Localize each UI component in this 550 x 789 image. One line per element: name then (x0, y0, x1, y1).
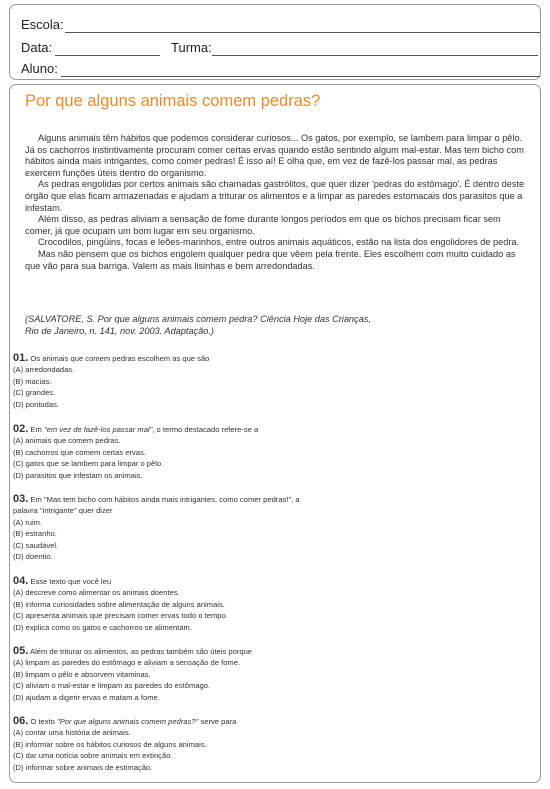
stem-text: , o termo destacado refere-se a (152, 425, 259, 434)
date-field[interactable] (55, 55, 160, 56)
question-06 (13, 716, 533, 773)
option-c[interactable]: (C) gatos que se lambem para limpar o pêlo. (13, 459, 164, 469)
option-d[interactable]: (D) parasitos que infestam os animais. (13, 470, 143, 480)
option-a[interactable]: (A) contar uma história de animais. (13, 728, 131, 738)
question-01 (13, 353, 533, 410)
question-04 (13, 576, 533, 633)
paragraph: Crocodilos, pingüins, focas e leões-marinhos, entre outros animais aquáticos, estão na lista dos engolidores de pedra. (38, 237, 520, 248)
page-title: Por que alguns animais comem pedras? (25, 92, 321, 110)
stem-quote: "Por que alguns animais comem pedras?" (57, 717, 199, 726)
option-a[interactable]: (A) ruim. (13, 517, 43, 527)
option-b[interactable]: (B) limpam o pêlo e absorvem vitaminas. (13, 669, 151, 679)
question-03 (13, 494, 533, 562)
question-stem (30, 717, 236, 726)
question-number: 01. (13, 352, 29, 364)
school-field[interactable] (65, 32, 540, 33)
stem-text: serve para (198, 717, 237, 726)
option-d[interactable]: (D) doentio. (13, 552, 53, 562)
paragraph: As pedras engolidas por certos animais são chamadas gastrólitos, que quer dizer 'pedras do estômago'. É dentro deste órgão que elas ficam armazenadas e ajudam a triturar os alimentos e a limpar as paredes estomacais dos parasitos que a infestam. (25, 179, 525, 213)
question-05 (13, 646, 533, 703)
option-b[interactable]: (B) informar sobre os hábitos curiosos de alguns animais. (13, 739, 207, 749)
question-stem (30, 425, 258, 434)
question-number: 04. (13, 575, 29, 587)
option-d[interactable]: (D) explica como os gatos e cachorros se alimentam. (13, 622, 192, 632)
question-stem: Além de triturar os alimentos, as pedras também são úteis porque (30, 647, 253, 656)
option-c[interactable]: (C) apresenta animais que precisam comer ervas todo o tempo. (13, 611, 228, 621)
option-b[interactable]: (B) estranho. (13, 529, 57, 539)
question-number: 05. (13, 645, 29, 657)
option-c[interactable]: (C) saudável. (13, 540, 59, 550)
citation-line: (SALVATORE, S. Por que alguns animais comem pedra? Ciência Hoje das Crianças, (25, 314, 371, 324)
stem-text: O texto (30, 717, 58, 726)
question-number: 06. (13, 715, 29, 727)
paragraph: Mas não pensem que os bichos engolem qualquer pedra que vêem pela frente. Eles escolhem com muito cuidado as que vão para sua barriga. Valem as mais lisinhas e bem arredondadas. (25, 248, 516, 271)
option-c[interactable]: (C) dar uma notícia sobre animais em extinção. (13, 751, 173, 761)
question-stem-line2: palavra "intrigante" quer dizer (13, 506, 113, 516)
question-stem: Esse texto que você leu (30, 577, 112, 586)
option-a[interactable]: (A) descreve como alimentar os animais doentes. (13, 588, 180, 598)
question-stem: Em "Mas tem bicho com hábitos ainda mais intrigantes, como comer pedras!", a (30, 495, 300, 504)
citation-line: Rio de Janeiro, n. 141, nov. 2003. Adaptação.) (25, 325, 214, 336)
option-b[interactable]: (B) informa curiosidades sobre alimentação de alguns animais. (13, 599, 225, 609)
student-field[interactable] (61, 76, 540, 77)
option-d[interactable]: (D) pontudas. (13, 399, 60, 409)
option-a[interactable]: (A) limpam as paredes do estômago e aliviam a sensação de fome. (13, 658, 241, 668)
paragraph: Além disso, as pedras aliviam a sensação de fome durante longos períodos em que os bichos precisam ficar sem comer, já que ocupam um bom lugar em seu organismo. (25, 214, 501, 236)
option-b[interactable]: (B) macias. (13, 376, 52, 386)
header-box (9, 4, 541, 80)
option-c[interactable]: (C) aliviam o mal-estar e limpam as paredes do estômago. (13, 681, 211, 691)
option-c[interactable]: (C) grandes. (13, 388, 56, 398)
option-a[interactable]: (A) arredondadas. (13, 365, 75, 375)
stem-quote: "em vez de fazê-los passar mal" (43, 425, 153, 434)
question-number: 02. (13, 423, 29, 435)
question-02 (13, 424, 533, 481)
student-label: Aluno: (21, 61, 58, 76)
reading-text (25, 133, 525, 272)
option-d[interactable]: (D) informar sobre animais de estimação. (13, 762, 153, 772)
class-field[interactable] (212, 55, 538, 56)
paragraph: Alguns animais têm hábitos que podemos considerar curiosos... Os gatos, por exemplo, se lambem para limpar o pêlo. Já os cachorros instintivamente procuram comer certas ervas quando estão sentindo algum mal-estar. Mas tem bicho com hábitos ainda mais intrigantes, como comer pedras! É isso aí! E olha que, em vez de fazê-los passar mal, as pedras exercem funções úteis dentro do organismo. (25, 133, 524, 178)
option-a[interactable]: (A) animais que comem pedras. (13, 436, 121, 446)
class-label: Turma: (171, 40, 212, 55)
stem-text: Em (30, 425, 44, 434)
school-label: Escola: (21, 17, 64, 32)
citation (25, 314, 371, 337)
question-number: 03. (13, 493, 29, 505)
option-d[interactable]: (D) ajudam a digerir ervas e matam a fome. (13, 692, 160, 702)
date-label: Data: (21, 40, 53, 55)
question-stem: Os animais que comem pedras escolhem as que são (30, 354, 210, 363)
option-b[interactable]: (B) cachorros que comem certas ervas. (13, 447, 146, 457)
